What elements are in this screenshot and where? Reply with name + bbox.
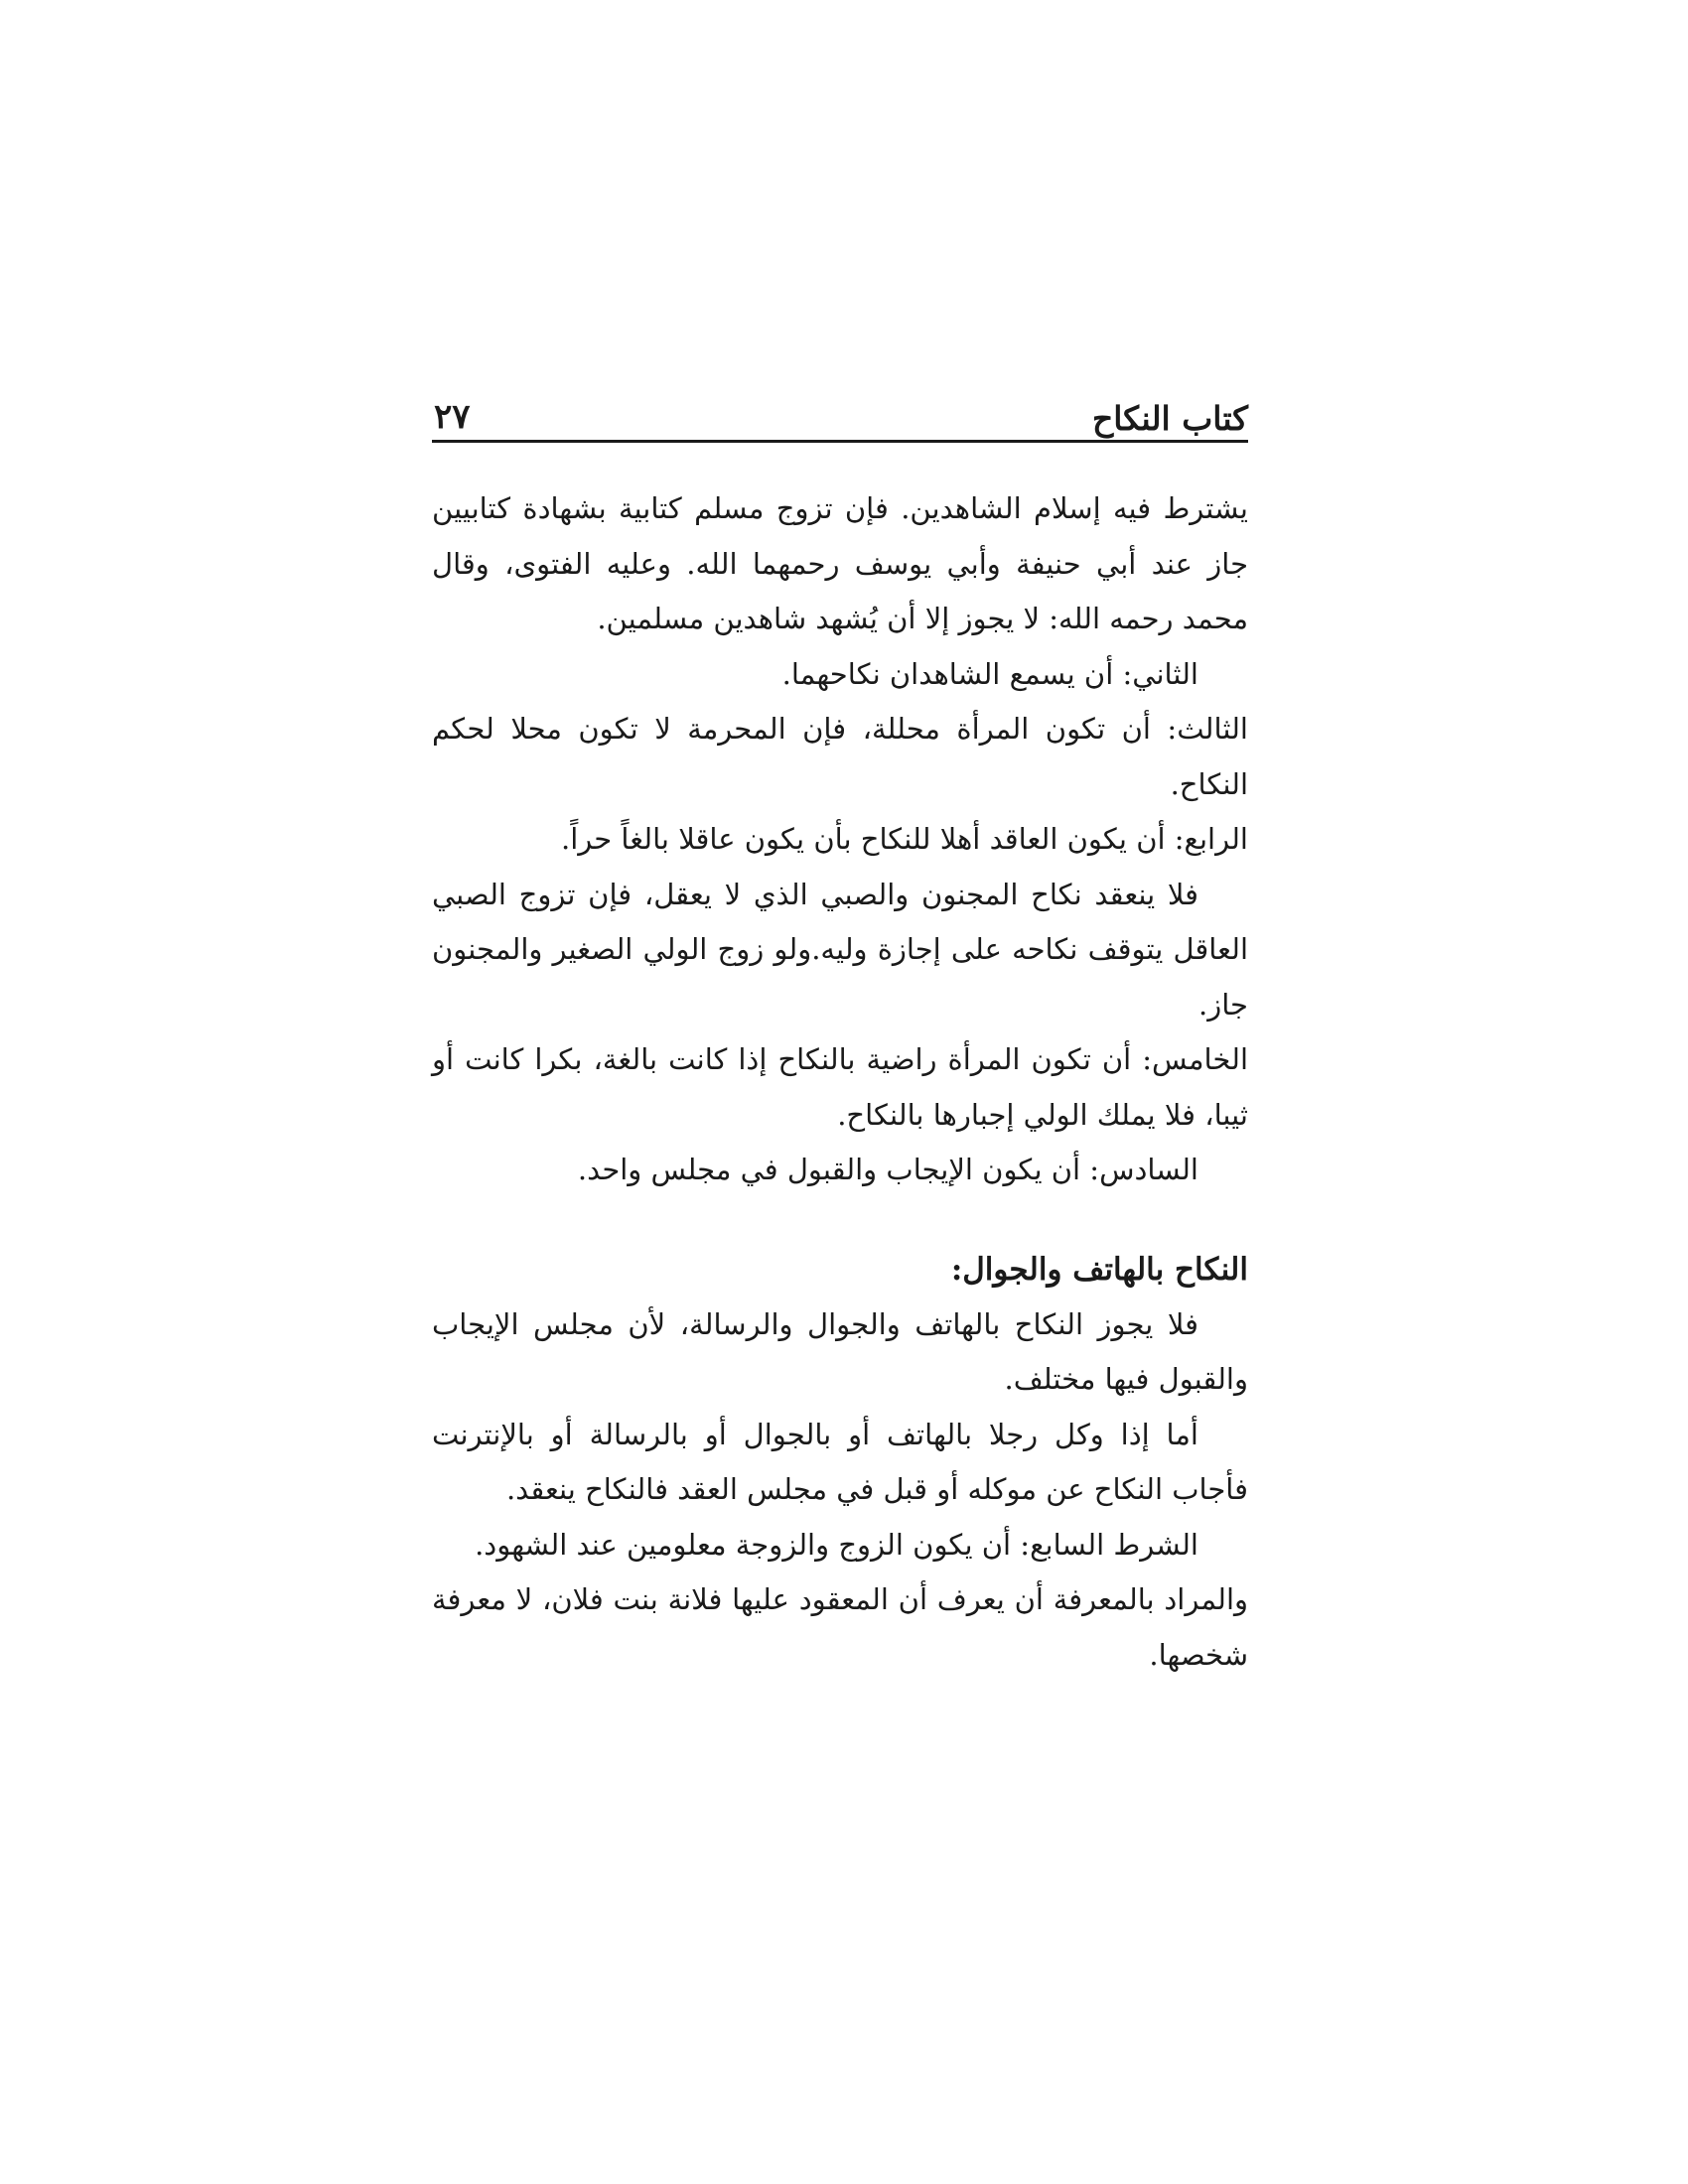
paragraph-condition-second: الثاني: أن يسمع الشاهدان نكاحهما. (781, 656, 1198, 691)
paragraph-meaning-of-knowledge: والمراد بالمعرفة أن يعرف أن المعقود عليها فلانة بنت فلان، لا معرفة شخصها. (432, 1582, 1248, 1672)
paragraph-witness-islam: يشترط فيه إسلام الشاهدين. فإن تزوج مسلم كتابية بشهادة كتابيين جاز عند أبي حنيفة وأبي يوسف رحمهما الله. وعليه الفتوى، وقال محمد رحمه الله: لا يجوز إلا أن يُشهد شاهدين مسلمين. (432, 491, 1248, 635)
paragraph-condition-fourth: الرابع: أن يكون العاقد أهلا للنكاح بأن يكون عاقلا بالغاً حراً. (561, 822, 1248, 856)
paragraph-agent-by-phone: أما إذا وكل رجلا بالهاتف أو بالجوال أو بالرسالة أو بالإنترنت فأجاب النكاح عن موكله أو قبل في مجلس العقد فالنكاح ينعقد. (432, 1417, 1248, 1506)
paragraph-minor-insane: فلا ينعقد نكاح المجنون والصبي الذي لا يعقل، فإن تزوج الصبي العاقل يتوقف نكاحه على إجازة وليه.ولو زوج الولي الصغير والمجنون جاز. (432, 877, 1248, 1022)
running-header-title: كتاب النكاح (1091, 399, 1248, 438)
paragraph-condition-fifth: الخامس: أن تكون المرأة راضية بالنكاح إذا كانت بالغة، بكرا كانت أو ثيبا، فلا يملك الولي إجبارها بالنكاح. (432, 1042, 1248, 1132)
paragraph-condition-seventh: الشرط السابع: أن يكون الزوج والزوجة معلومين عند الشهود. (475, 1527, 1198, 1562)
running-header (432, 387, 1248, 447)
section-heading: النكاح بالهاتف والجوال: (950, 1251, 1248, 1288)
book-page (432, 367, 1248, 1757)
paragraph-phone-prohibited: فلا يجوز النكاح بالهاتف والجوال والرسالة، لأن مجلس الإيجاب والقبول فيها مختلف. (432, 1306, 1248, 1396)
page-number: ٢٧ (434, 397, 471, 437)
body-text (432, 481, 1248, 1683)
header-divider (432, 440, 1248, 443)
paragraph-condition-third: الثالث: أن تكون المرأة محللة، فإن المحرمة لا تكون محلا لحكم النكاح. (432, 712, 1248, 801)
paragraph-condition-sixth: السادس: أن يكون الإيجاب والقبول في مجلس واحد. (577, 1153, 1198, 1186)
